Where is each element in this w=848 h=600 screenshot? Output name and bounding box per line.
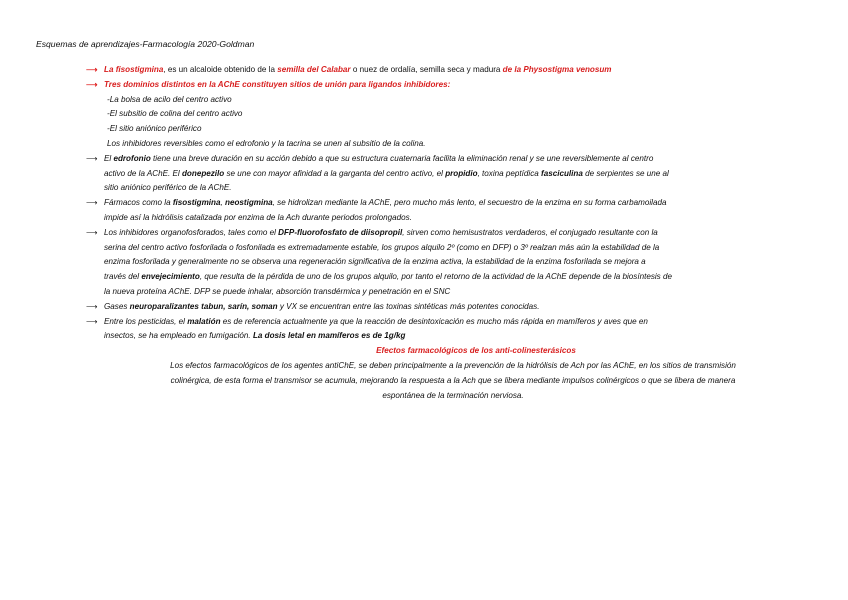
paragraph-carbamatos <box>86 196 826 211</box>
paragraph-pesticidas-line2 <box>86 329 826 344</box>
text-run: , toxina peptídica <box>477 168 542 178</box>
highlight-term: La fisostigmina <box>104 65 164 74</box>
document-body <box>86 63 826 403</box>
text-run: Gases <box>104 301 130 311</box>
text-run: es de referencia actualmente ya que la reacción de desintoxicación es mucho más rápida en mamíferos y aves que en <box>220 316 648 326</box>
paragraph-edrofonio-line2 <box>86 167 826 182</box>
arrow-bullet-icon: ⟶ <box>86 153 98 163</box>
text-run: , es un alcaloide obtenido de la <box>163 65 278 74</box>
text-run: y VX se encuentran entre las toxinas sintéticas más potentes conocidas. <box>277 301 540 311</box>
list-item: -El sitio aniónico periférico <box>107 124 202 134</box>
paragraph-edrofonio <box>86 152 826 167</box>
bold-term: neuroparalizantes tabun, sarín, soman <box>129 301 278 311</box>
paragraph-organofosforados <box>86 226 826 241</box>
text-run: , sirven como hemisustratos verdaderos, el conjugado resultante con la <box>402 227 658 237</box>
bold-term: donepezilo <box>181 168 225 178</box>
paragraph-organofosforados-line4 <box>86 270 826 285</box>
text-run: , <box>220 198 225 208</box>
text-run: El <box>104 153 114 163</box>
list-item: -La bolsa de acilo del centro activo <box>107 94 232 104</box>
bold-term: propidio <box>445 168 478 178</box>
bold-term: malatión <box>187 316 221 326</box>
arrow-bullet-icon: ⟶ <box>86 79 98 89</box>
text-run: Fármacos como la <box>104 198 173 208</box>
paragraph-dominios-title <box>86 78 826 93</box>
paragraph-carbamatos-line2: impide así la hidrólisis catalizada por enzima de la Ach durante periodos prolongados. <box>104 212 412 222</box>
highlight-heading: Tres dominios distintos en la AChE constituyen sitios de unión para ligandos inhibidores: <box>104 79 451 89</box>
arrow-bullet-icon: ⟶ <box>86 227 98 237</box>
text-run: activo de la AChE. El <box>104 168 182 178</box>
text-run: se une con mayor afinidad a la garganta del centro activo, el <box>224 168 446 178</box>
document-header: Esquemas de aprendizajes-Farmacología 2020-Goldman <box>36 39 255 49</box>
bold-term: fisostigmina <box>172 198 221 208</box>
paragraph-fisostigmina <box>86 63 826 78</box>
paragraph-organofosforados-line3: enzima fosforilada y generalmente no se observa una regeneración significativa de la enzima activa, la estabilidad de la enzima fosforilada se mejora a <box>104 257 646 267</box>
text-run: través del <box>104 272 142 282</box>
text-run: o nuez de ordalía, semilla seca y madura <box>350 65 503 74</box>
section-title: Efectos farmacológicos de los anti-colinesterásicos <box>376 346 576 356</box>
highlight-term: de la Physostigma venosum <box>502 65 612 74</box>
arrow-bullet-icon: ⟶ <box>86 316 98 326</box>
paragraph-note: Los inhibidores reversibles como el edrofonio y la tacrina se unen al subsitio de la colina. <box>107 138 426 148</box>
paragraph-pesticidas <box>86 315 826 330</box>
bold-term: fasciculina <box>541 168 583 178</box>
bold-term: La dosis letal en mamíferos es de 1g/kg <box>252 331 406 341</box>
highlight-term: semilla del Calabar <box>277 65 351 74</box>
arrow-bullet-icon: ⟶ <box>86 65 98 74</box>
paragraph-gases <box>86 300 826 315</box>
section-paragraph-line: Los efectos farmacológicos de los agentes antiChE, se deben principalmente a la prevención de la hidrólisis de Ach por las AChE, en los sitios de transmisión <box>170 360 736 370</box>
list-item: -El subsitio de colina del centro activo <box>107 109 243 119</box>
arrow-bullet-icon: ⟶ <box>86 301 98 311</box>
bold-term: DFP-fluorofosfato de diisopropil <box>278 227 403 237</box>
text-run: de serpientes se une al <box>582 168 669 178</box>
bold-term: envejecimiento <box>141 272 200 282</box>
text-run: , se hidrolizan mediante la AChE, pero mucho más lento, el secuestro de la enzima en su forma carbamoilada <box>272 198 667 208</box>
bold-term: edrofonio <box>113 153 151 163</box>
section-paragraph-line: espontánea de la terminación nerviosa. <box>382 390 524 400</box>
text-run: insectos, se ha empleado en fumigación. <box>104 331 253 341</box>
text-run: Entre los pesticidas, el <box>104 316 188 326</box>
paragraph-organofosforados-line5: la nueva proteína AChE. DFP se puede inhalar, absorción transdérmica y penetración en el SNC <box>104 286 451 296</box>
paragraph-organofosforados-line2: serina del centro activo fosforilada o fosfonilada es extremadamente estable, los grupos alquilo 2º (como en DFP) o 3º realzan más aún la estabilidad de la <box>104 242 660 252</box>
section-paragraph-line: colinérgica, de esta forma el transmisor se acumula, mejorando la respuesta a la Ach que se libera mediante impulsos colinérgicos o que se libera de manera <box>170 375 736 385</box>
text-run: tiene una breve duración en su acción debido a que su estructura cuaternaria facilita la eliminación renal y se une reversiblemente al centro <box>150 153 654 163</box>
text-run: , que resulta de la pérdida de uno de los grupos alquilo, por tanto el retorno de la actividad de la AChE depende de la biosíntesis de <box>199 272 672 282</box>
arrow-bullet-icon: ⟶ <box>86 198 98 208</box>
paragraph-edrofonio-line3: sitio aniónico periférico de la AChE. <box>104 183 232 193</box>
bold-term: neostigmina <box>225 198 273 208</box>
text-run: Los inhibidores organofosforados, tales como el <box>104 227 279 237</box>
